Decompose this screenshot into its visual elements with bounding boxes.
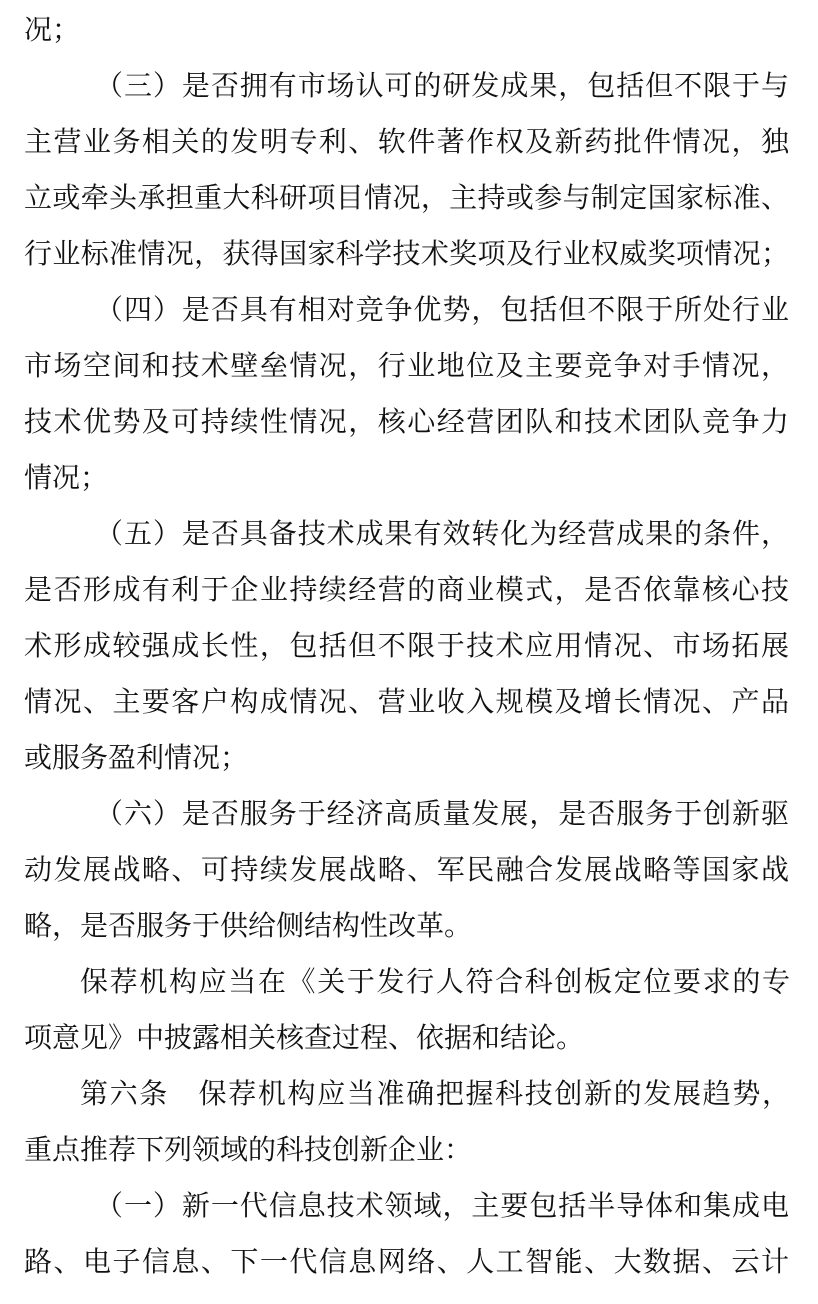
text-line-19: 项意见》中披露相关核查过程、依据和结论。 — [24, 1021, 585, 1054]
text-line-5: 行业标准情况，获得国家科学技术奖项及行业权威奖项情况； — [24, 237, 789, 270]
text-line-18: 保荐机构应当在《关于发行人符合科创板定位要求的专 — [80, 965, 790, 998]
text-line-15: （六）是否服务于经济高质量发展，是否服务于创新驱 — [95, 797, 789, 830]
text-line-1: 况； — [24, 13, 81, 46]
text-line-3: 主营业务相关的发明专利、软件著作权及新药批件情况，独 — [24, 125, 789, 158]
text-line-16: 动发展战略、可持续发展战略、军民融合发展战略等国家战 — [24, 853, 789, 886]
text-line-7: 市场空间和技术壁垒情况，行业地位及主要竞争对手情况， — [24, 349, 789, 382]
text-line-14: 或服务盈利情况； — [24, 741, 249, 774]
text-line-21: 重点推荐下列领域的科技创新企业： — [24, 1133, 473, 1166]
text-line-2: （三）是否拥有市场认可的研发成果，包括但不限于与 — [95, 69, 789, 102]
text-line-6: （四）是否具有相对竞争优势，包括但不限于所处行业 — [95, 293, 789, 326]
text-line-9: 情况； — [24, 461, 109, 494]
text-line-11: 是否形成有利于企业持续经营的商业模式，是否依靠核心技 — [24, 573, 789, 606]
text-line-23: 路、电子信息、下一代信息网络、人工智能、大数据、云计 — [24, 1245, 789, 1278]
text-line-22: （一）新一代信息技术领域，主要包括半导体和集成电 — [95, 1189, 789, 1222]
text-line-12: 术形成较强成长性，包括但不限于技术应用情况、市场拓展 — [24, 629, 789, 662]
text-line-17: 略，是否服务于供给侧结构性改革。 — [24, 909, 473, 942]
article-heading-line: 第六条 保荐机构应当准确把握科技创新的发展趋势， — [80, 1077, 790, 1110]
text-line-13: 情况、主要客户构成情况、营业收入规模及增长情况、产品 — [24, 685, 789, 718]
text-line-10: （五）是否具备技术成果有效转化为经营成果的条件， — [95, 517, 789, 550]
text-line-4: 立或牵头承担重大科研项目情况，主持或参与制定国家标准、 — [24, 181, 789, 214]
text-line-8: 技术优势及可持续性情况，核心经营团队和技术团队竞争力 — [24, 405, 789, 438]
